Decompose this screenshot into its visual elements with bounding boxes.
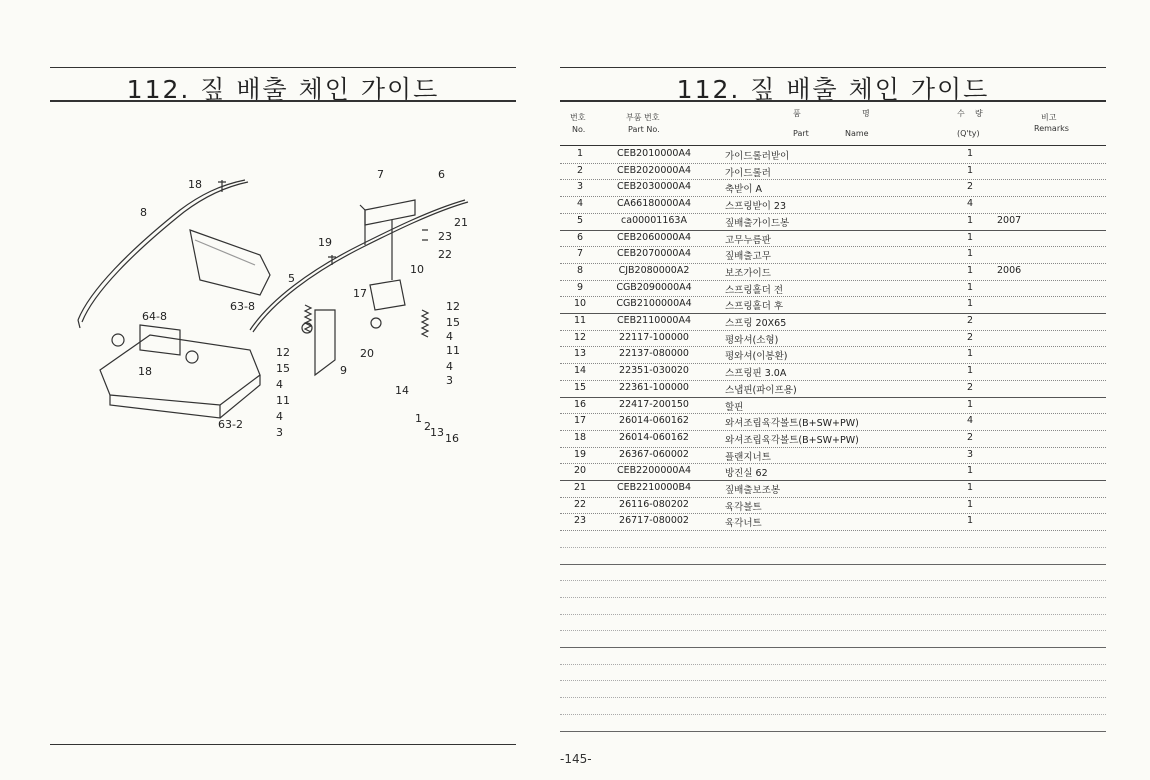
empty-row-divider [560, 614, 1106, 615]
row-remarks: 2006 [997, 264, 1022, 276]
table-row [560, 296, 1106, 313]
row-part-name: 스프링 20X65 [725, 318, 787, 329]
table-row [560, 213, 1106, 230]
header-qty-kr-2: 량 [975, 109, 983, 118]
row-part-number: 26116-080202 [619, 498, 689, 510]
row-no: 18 [573, 431, 587, 443]
table-row [560, 463, 1106, 480]
callout-4b: 4 [446, 360, 453, 373]
callout-4d: 4 [276, 410, 283, 423]
row-no: 5 [576, 214, 584, 226]
row-quantity: 1 [966, 281, 974, 293]
row-no: 13 [573, 348, 587, 360]
header-remarks-kr: 비고 [1041, 113, 1057, 122]
row-no: 23 [573, 515, 587, 527]
row-quantity: 2 [966, 381, 974, 393]
callout-2: 2 [424, 420, 431, 433]
header-name-en-name: Name [845, 129, 869, 138]
table-row [560, 196, 1106, 213]
callout-17: 17 [353, 287, 367, 300]
diagram-callout-labels [70, 160, 490, 460]
row-part-number: CA66180000A4 [616, 198, 692, 210]
row-quantity: 4 [966, 415, 974, 427]
row-no: 21 [573, 482, 587, 493]
callout-14: 14 [395, 384, 409, 397]
callout-7: 7 [377, 168, 384, 181]
header-no-en: No. [572, 125, 586, 134]
row-part-number: CGB2090000A4 [616, 281, 692, 293]
row-part-name: 평와셔(이봉환) [725, 351, 788, 363]
left-page [0, 0, 560, 780]
left-footer-rule [50, 744, 516, 745]
table-row [560, 513, 1106, 530]
row-part-name: 가이드롤러 [725, 167, 771, 179]
row-quantity: 1 [966, 214, 974, 226]
callout-8: 8 [140, 206, 147, 219]
row-part-number: CEB2060000A4 [616, 231, 691, 243]
row-quantity: 1 [966, 465, 974, 477]
table-row [560, 163, 1106, 180]
row-part-number: 26367-060002 [619, 448, 689, 460]
header-part-kr: 부품 번호 [626, 113, 660, 122]
row-remarks: 2007 [997, 214, 1022, 226]
table-row [560, 497, 1106, 514]
row-part-name: 가이드롤러받이 [725, 151, 790, 162]
row-part-name: 방진실 62 [725, 468, 768, 480]
row-quantity: 1 [966, 365, 974, 377]
empty-row-divider [560, 680, 1106, 681]
row-part-number: 22137-080000 [619, 348, 689, 360]
row-part-number: 26717-080002 [619, 515, 689, 527]
row-no: 22 [573, 498, 587, 510]
table-row [560, 246, 1106, 263]
row-quantity: 1 [966, 148, 974, 159]
row-part-name: 고무누름판 [725, 234, 771, 246]
row-no: 4 [576, 198, 584, 210]
row-no: 10 [573, 298, 587, 310]
title-bottom-rule [50, 100, 516, 102]
empty-row-divider [560, 714, 1106, 715]
empty-row-divider [560, 731, 1106, 732]
row-no: 14 [573, 365, 587, 377]
callout-23: 23 [438, 230, 452, 243]
row-no: 8 [576, 264, 584, 276]
empty-row-divider [560, 597, 1106, 598]
table-row [560, 230, 1106, 247]
row-no: 6 [576, 231, 584, 243]
callout-15b: 15 [276, 362, 290, 375]
header-no-kr: 번호 [570, 113, 586, 122]
table-row [560, 263, 1106, 280]
row-part-name: 스프링홀더 전 [725, 284, 784, 296]
table-row [560, 397, 1106, 414]
callout-10: 10 [410, 263, 424, 276]
table-row [560, 430, 1106, 447]
row-part-name: 스프링홀더 후 [725, 301, 784, 313]
callout-1: 1 [415, 412, 422, 425]
empty-row-divider [560, 547, 1106, 548]
table-row [560, 363, 1106, 380]
row-part-name: 축받이 A [725, 184, 763, 196]
row-part-number: CEB2030000A4 [616, 181, 691, 193]
callout-63-8: 63-8 [230, 300, 255, 313]
callout-16: 16 [445, 432, 459, 445]
callout-9: 9 [340, 364, 347, 377]
table-row [560, 146, 1106, 163]
callout-5: 5 [288, 272, 295, 285]
row-part-name: 스프링받이 23 [725, 201, 786, 213]
callout-63-2: 63-2 [218, 418, 243, 431]
row-no: 3 [576, 181, 584, 193]
row-quantity: 1 [966, 231, 974, 243]
row-quantity: 1 [966, 482, 974, 493]
row-part-name: 육각볼트 [725, 501, 762, 513]
header-qty-en: (Q'ty) [957, 129, 980, 138]
row-no: 2 [576, 164, 584, 176]
row-quantity: 1 [966, 398, 974, 410]
row-quantity: 2 [966, 181, 974, 193]
row-no: 20 [573, 465, 587, 477]
row-quantity: 2 [966, 431, 974, 443]
header-qty-kr-1: 수 [957, 109, 965, 118]
empty-row-divider [560, 580, 1106, 581]
header-name-en-part: Part [793, 129, 809, 138]
row-part-name: 스냅핀(파이프용) [725, 384, 797, 396]
row-no: 11 [573, 315, 587, 326]
row-quantity: 1 [966, 498, 974, 510]
row-part-name: 스프링핀 3.0A [725, 368, 787, 380]
row-part-name: 와셔조립육각볼트(B+SW+PW) [725, 418, 859, 430]
row-no: 19 [573, 448, 587, 460]
table-row [560, 330, 1106, 347]
table-row [560, 280, 1106, 297]
row-part-name: 플랜지너트 [725, 451, 771, 463]
row-no: 16 [573, 398, 587, 410]
callout-11: 11 [446, 344, 460, 357]
header-name-kr-2: 명 [862, 109, 870, 118]
callout-3: 3 [446, 374, 453, 387]
row-quantity: 2 [966, 315, 974, 326]
row-no: 9 [576, 281, 584, 293]
callout-12: 12 [446, 300, 460, 313]
row-part-number: CJB2080000A2 [618, 264, 690, 276]
callout-22: 22 [438, 248, 452, 261]
table-row [560, 346, 1106, 363]
row-part-name: 육각너트 [725, 518, 762, 530]
row-divider [560, 530, 1106, 531]
row-part-number: CEB2070000A4 [616, 248, 691, 260]
row-part-number: CEB2200000A4 [616, 465, 691, 477]
row-part-name: 보조가이드 [725, 267, 771, 279]
callout-15: 15 [446, 316, 460, 329]
row-part-name: 할핀 [725, 401, 744, 413]
empty-row-divider [560, 664, 1106, 665]
page-number: -145- [560, 752, 592, 766]
row-quantity: 1 [966, 164, 974, 176]
header-remarks-en: Remarks [1034, 124, 1069, 133]
right-title-top-rule [560, 67, 1106, 68]
callout-4c: 4 [276, 378, 283, 391]
header-part-en: Part No. [628, 125, 660, 134]
left-page-title: 112. 짚 배출 체인 가이드 [126, 75, 440, 104]
row-part-name: 짚배출보조봉 [725, 485, 781, 496]
row-part-name: 짚배출고무 [725, 251, 771, 263]
row-no: 1 [576, 148, 584, 159]
table-row [560, 179, 1106, 196]
table-row [560, 380, 1106, 397]
row-no: 7 [576, 248, 584, 260]
header-name-kr-1: 품 [793, 109, 801, 118]
row-quantity: 2 [966, 331, 974, 343]
right-page-title: 112. 짚 배출 체인 가이드 [676, 75, 990, 104]
row-part-number: ca00001163A [621, 214, 687, 226]
callout-11b: 11 [276, 394, 290, 407]
table-row [560, 413, 1106, 430]
table-row [560, 480, 1106, 497]
callout-3b: 3 [276, 426, 283, 439]
row-quantity: 1 [966, 298, 974, 310]
empty-row-divider [560, 697, 1106, 698]
row-part-number: 22417-200150 [619, 398, 689, 410]
row-part-number: CEB2110000A4 [616, 315, 691, 326]
row-quantity: 1 [966, 264, 974, 276]
row-no: 12 [573, 331, 587, 343]
table-row [560, 447, 1106, 464]
callout-18: 18 [188, 178, 202, 191]
row-quantity: 1 [966, 515, 974, 527]
callout-12b: 12 [276, 346, 290, 359]
row-part-number: 26014-060162 [619, 415, 689, 427]
row-quantity: 1 [966, 248, 974, 260]
row-part-name: 짚배출가이드봉 [725, 217, 790, 229]
right-title-bottom-rule [560, 100, 1106, 102]
empty-row-divider [560, 564, 1106, 565]
callout-21: 21 [454, 216, 468, 229]
callout-4: 4 [446, 330, 453, 343]
row-part-number: 22351-030020 [619, 365, 689, 377]
row-no: 15 [573, 381, 587, 393]
row-no: 17 [573, 415, 587, 427]
empty-row-divider [560, 630, 1106, 631]
callout-20: 20 [360, 347, 374, 360]
title-top-rule [50, 67, 516, 68]
row-quantity: 4 [966, 198, 974, 210]
table-row [560, 313, 1106, 330]
row-part-number: CGB2100000A4 [616, 298, 692, 310]
callout-64-8: 64-8 [142, 310, 167, 323]
row-quantity: 3 [966, 448, 974, 460]
row-part-number: CEB2020000A4 [616, 164, 691, 176]
row-part-number: 22117-100000 [619, 331, 689, 343]
callout-13: 13 [430, 426, 444, 439]
row-part-number: 22361-100000 [619, 381, 689, 393]
callout-19: 19 [318, 236, 332, 249]
callout-6: 6 [438, 168, 445, 181]
row-part-number: CEB2210000B4 [616, 482, 692, 493]
row-part-number: CEB2010000A4 [616, 148, 691, 159]
row-quantity: 1 [966, 348, 974, 360]
row-part-name: 평와셔(소형) [725, 334, 779, 346]
row-part-number: 26014-060162 [619, 431, 689, 443]
row-part-name: 와셔조립육각볼트(B+SW+PW) [725, 434, 859, 446]
callout-18b: 18 [138, 365, 152, 378]
empty-row-divider [560, 647, 1106, 648]
